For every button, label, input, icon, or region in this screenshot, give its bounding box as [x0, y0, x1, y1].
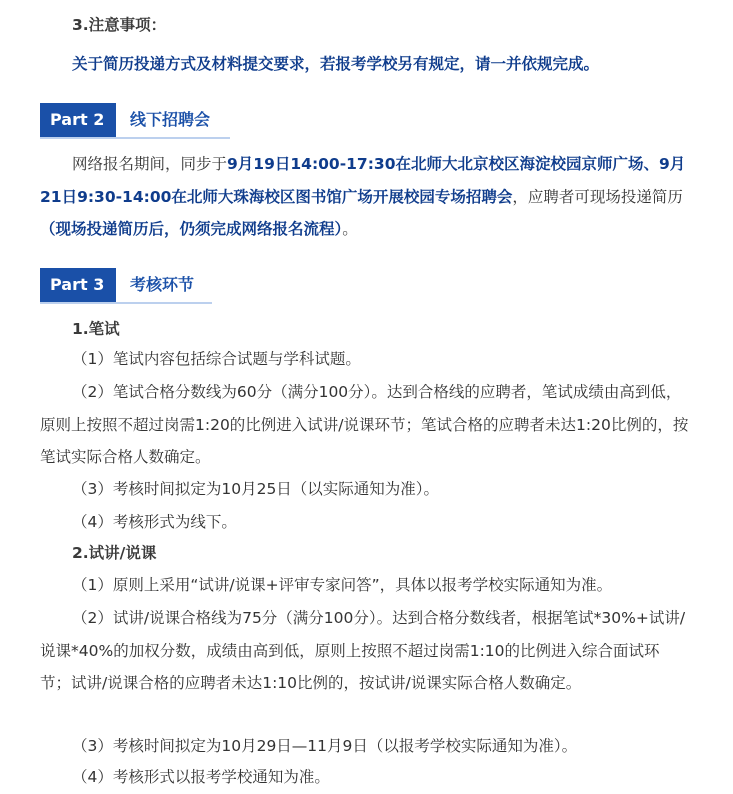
lecture-item-2: （2）试讲/说课合格线为75分（满分100分）。达到合格分数线者，根据笔试*30%+试讲/说课*40%的加权分数，成绩由高到低，原则上按照不超过岗需1:10的比例进入综合面试环节；试讲/说课合格的应聘者未达1:10比例的，按试讲/说课实际合格人数确定。: [40, 609, 686, 692]
part2-para-bold: 9月19日14:00-17:30在北师大北京校区海淀校园京师广场、9月21日9:30-14:00在北师大珠海校区图书馆广场开展校园专场招聘会: [40, 155, 686, 206]
lecture-heading: 2.试讲/说课: [72, 544, 157, 562]
part3-title: 考核环节: [130, 275, 195, 294]
part2-para-bold2: （现场投递简历后，仍须完成网络报名流程）: [40, 220, 343, 238]
part3-tag: Part 3: [40, 268, 116, 302]
part2-paragraph: [40, 148, 690, 246]
part2-header: [40, 103, 230, 139]
written-item-4: （4）考核形式为线下。: [72, 513, 237, 531]
written-item-1: （1）笔试内容包括综合试题与学科试题。: [72, 350, 361, 368]
notes-text: 关于简历投递方式及材料提交要求，若报考学校另有规定，请一并依规完成。: [72, 55, 600, 73]
written-heading: 1.笔试: [72, 320, 120, 338]
part3-underline: [40, 302, 212, 304]
part3-header: [40, 268, 212, 304]
part2-title: 线下招聘会: [130, 110, 211, 129]
part2-para-prefix: 网络报名期间，同步于: [72, 155, 228, 173]
written-item-2: （2）笔试合格分数线为60分（满分100分）。达到合格线的应聘者，笔试成绩由高到低，原则上按照不超过岗需1:20的比例进入试讲/说课环节；笔试合格的应聘者未达1:20比例的，按笔试实际合格人数确定。: [40, 383, 689, 466]
part2-underline: [40, 137, 230, 139]
part2-para-end: 。: [342, 220, 358, 238]
notes-heading: 3.注意事项：: [72, 16, 167, 34]
part2-para-middle: ，应聘者可现场投递简历: [512, 187, 683, 206]
lecture-item-1: （1）原则上采用“试讲/说课+评审专家问答”，具体以报考学校实际通知为准。: [72, 576, 613, 594]
lecture-item-4: （4）考核形式以报考学校通知为准。: [72, 768, 330, 786]
lecture-item-3: （3）考核时间拟定为10月29日—11月9日（以报考学校实际通知为准）。: [72, 737, 578, 755]
written-item-3: （3）考核时间拟定为10月25日（以实际通知为准）。: [72, 480, 440, 498]
part2-tag: Part 2: [40, 103, 116, 137]
